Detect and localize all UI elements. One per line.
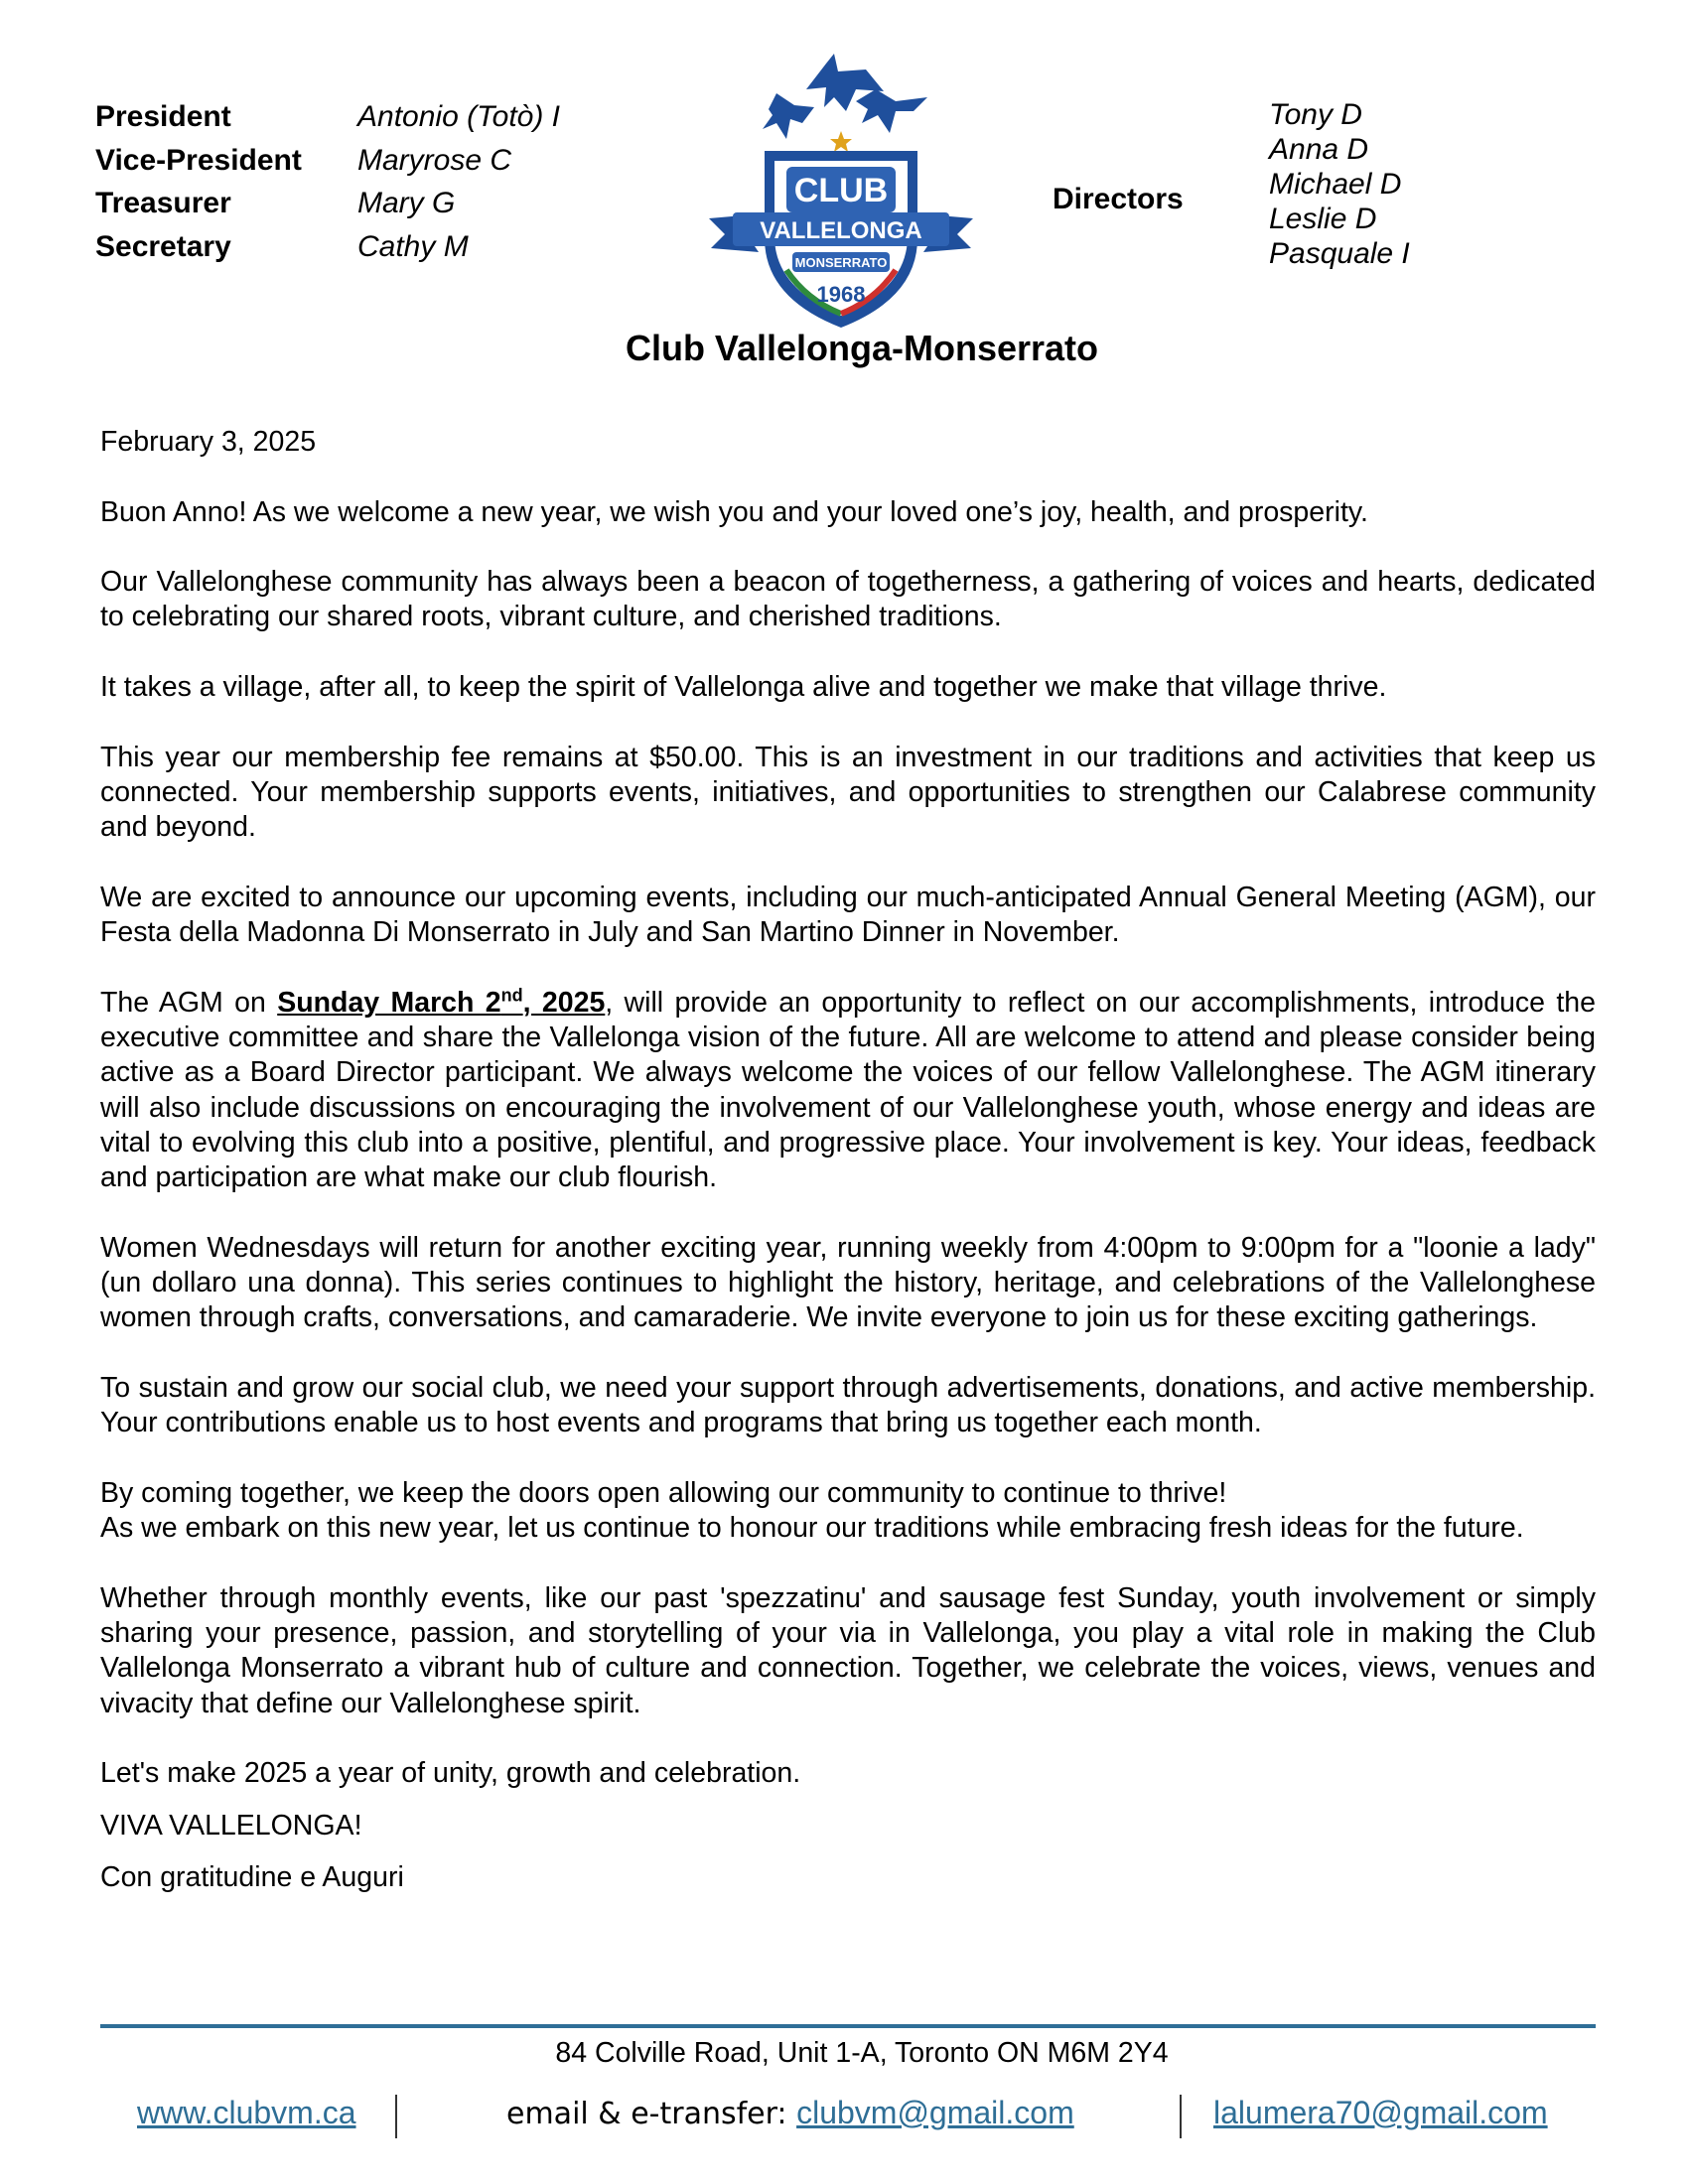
email-label: email & e-transfer: — [506, 2097, 797, 2131]
letter-paragraph: We are excited to announce our upcoming events, including our much-anticipated Annual General Meeting (AGM), our Festa della Madonna Di Monserrato in July and San Martino Dinner in November. — [100, 881, 1596, 949]
logo-text-vallelonga: VALLELONGA — [760, 217, 922, 244]
letter-paragraph: Whether through monthly events, like our past 'spezzatinu' and sausage fest Sunday, youth involvement or simply sharing your presence, passion, and storytelling of your via in Vallelonga, you play a vital role in making the Club Vallelonga Monserrato a vibrant hub of culture and connection. Together, we celebrate the voices, views, venues and vivacity that define our Vallelonghese spirit. — [100, 1581, 1596, 1719]
footer-separator — [395, 2095, 397, 2138]
agm-date-suffix: nd — [500, 985, 523, 1006]
letter-paragraph: Women Wednesdays will return for another exciting year, running weekly from 4:00pm to 9:00pm for a "loonie a lady" (un dollaro una donna). This series continues to highlight the history, heritage, and celebrations of the Vallelonghese women through crafts, conversations, and camaraderie. We invite everyone to join us for these exciting gatherings. — [100, 1231, 1596, 1334]
agm-date — [277, 987, 605, 1019]
directors-label: Directors — [1053, 183, 1184, 215]
agm-details: , will provide an opportunity to reflect on our accomplishments, introduce the executive committee and share the Vallelonga vision of the future. All are welcome to attend and please consider being active as a Board Director participant. We always welcome the voices of our fellow Vallelonghese. The AGM itinerary will also include discussions on encouraging the involvement of our Vallelonghese youth, whose energy and ideas are vital to evolving this club into a positive, plentiful, and progressive place. Your involvement is key. Your ideas, feedback and participation are what make our club flourish. — [100, 986, 1596, 1194]
club-logo — [707, 50, 975, 338]
email-link-lalumera[interactable]: lalumera70@gmail.com — [1213, 2095, 1548, 2130]
director-name: Leslie D — [1269, 203, 1377, 235]
logo-text-year: 1968 — [816, 282, 866, 307]
footer-separator — [1180, 2095, 1182, 2138]
letter-body — [100, 425, 1596, 1912]
bird-icon — [856, 89, 927, 133]
letter-paragraph: Our Vallelonghese community has always been a beacon of togetherness, a gathering of voices and hearts, dedicated to celebrating our shared roots, vibrant culture, and cherished traditions. — [100, 566, 1596, 633]
officer-row — [95, 182, 560, 225]
bird-icon — [763, 93, 814, 139]
closing-line: Let's make 2025 a year of unity, growth and celebration. — [100, 1757, 801, 1790]
letter-paragraph: It takes a village, after all, to keep the spirit of Vallelonga alive and together we make that village thrive. — [100, 671, 1387, 704]
star-icon — [830, 131, 852, 152]
footer-divider — [100, 2024, 1596, 2028]
officer-row — [95, 95, 560, 139]
embark-line: As we embark on this new year, let us continue to honour our traditions while embracing fresh ideas for the future. — [100, 1512, 1524, 1545]
letter-paragraph: Buon Anno! As we welcome a new year, we wish you and your loved one’s joy, health, and prosperity. — [100, 495, 1368, 528]
club-title: Club Vallelonga-Monserrato — [625, 328, 1099, 368]
director-name: Pasquale I — [1269, 237, 1410, 270]
officer-row — [95, 139, 560, 183]
logo-text-monserrato: MONSERRATO — [794, 255, 888, 270]
director-name: Anna D — [1269, 133, 1369, 166]
officer-role: Secretary — [95, 229, 231, 263]
officer-name: Cathy M — [357, 229, 469, 263]
director-name: Tony D — [1269, 98, 1362, 131]
officer-row — [95, 225, 560, 269]
logo-text-club: CLUB — [793, 172, 889, 209]
officer-role: Treasurer — [95, 187, 231, 219]
agm-date-main: Sunday March 2 — [277, 986, 501, 1019]
officer-name: Maryrose C — [357, 143, 512, 177]
directors-list — [1269, 97, 1410, 271]
letter-paragraph: This year our membership fee remains at $50.00. This is an investment in our traditions and activities that keep us connected. Your membership supports events, initiatives, and opportunities to strengthen our Calabrese community and beyond. — [100, 741, 1596, 844]
thrive-line: By coming together, we keep the doors open allowing our community to continue to thrive! — [100, 1476, 1227, 1509]
email-group — [506, 2095, 1074, 2131]
letter-date: February 3, 2025 — [100, 426, 317, 458]
footer-address: 84 Colville Road, Unit 1-A, Toronto ON M6M 2Y4 — [555, 2037, 1169, 2069]
officer-role: Vice-President — [95, 143, 302, 177]
website-link[interactable]: www.clubvm.ca — [137, 2095, 356, 2130]
officers-list — [95, 95, 560, 268]
closing-signoff: Con gratitudine e Auguri — [100, 1860, 404, 1893]
agm-date-year: , 2025 — [522, 986, 606, 1019]
officer-name: Mary G — [357, 187, 456, 219]
footer-contacts — [0, 2095, 1688, 2144]
agm-intro: The AGM on — [100, 986, 278, 1019]
officer-name: Antonio (Totò) I — [357, 100, 561, 133]
letter-paragraph-thrive — [100, 1476, 1596, 1547]
closing-slogan: VIVA VALLELONGA! — [100, 1809, 362, 1842]
letter-paragraph-agm — [100, 986, 1596, 1196]
officer-role: President — [95, 100, 231, 133]
email-link-clubvm[interactable]: clubvm@gmail.com — [796, 2095, 1074, 2130]
director-name: Michael D — [1269, 168, 1402, 201]
letter-paragraph: To sustain and grow our social club, we need your support through advertisements, donations, and active membership. Your contributions enable us to host events and programs that bring us together each month. — [100, 1372, 1596, 1439]
